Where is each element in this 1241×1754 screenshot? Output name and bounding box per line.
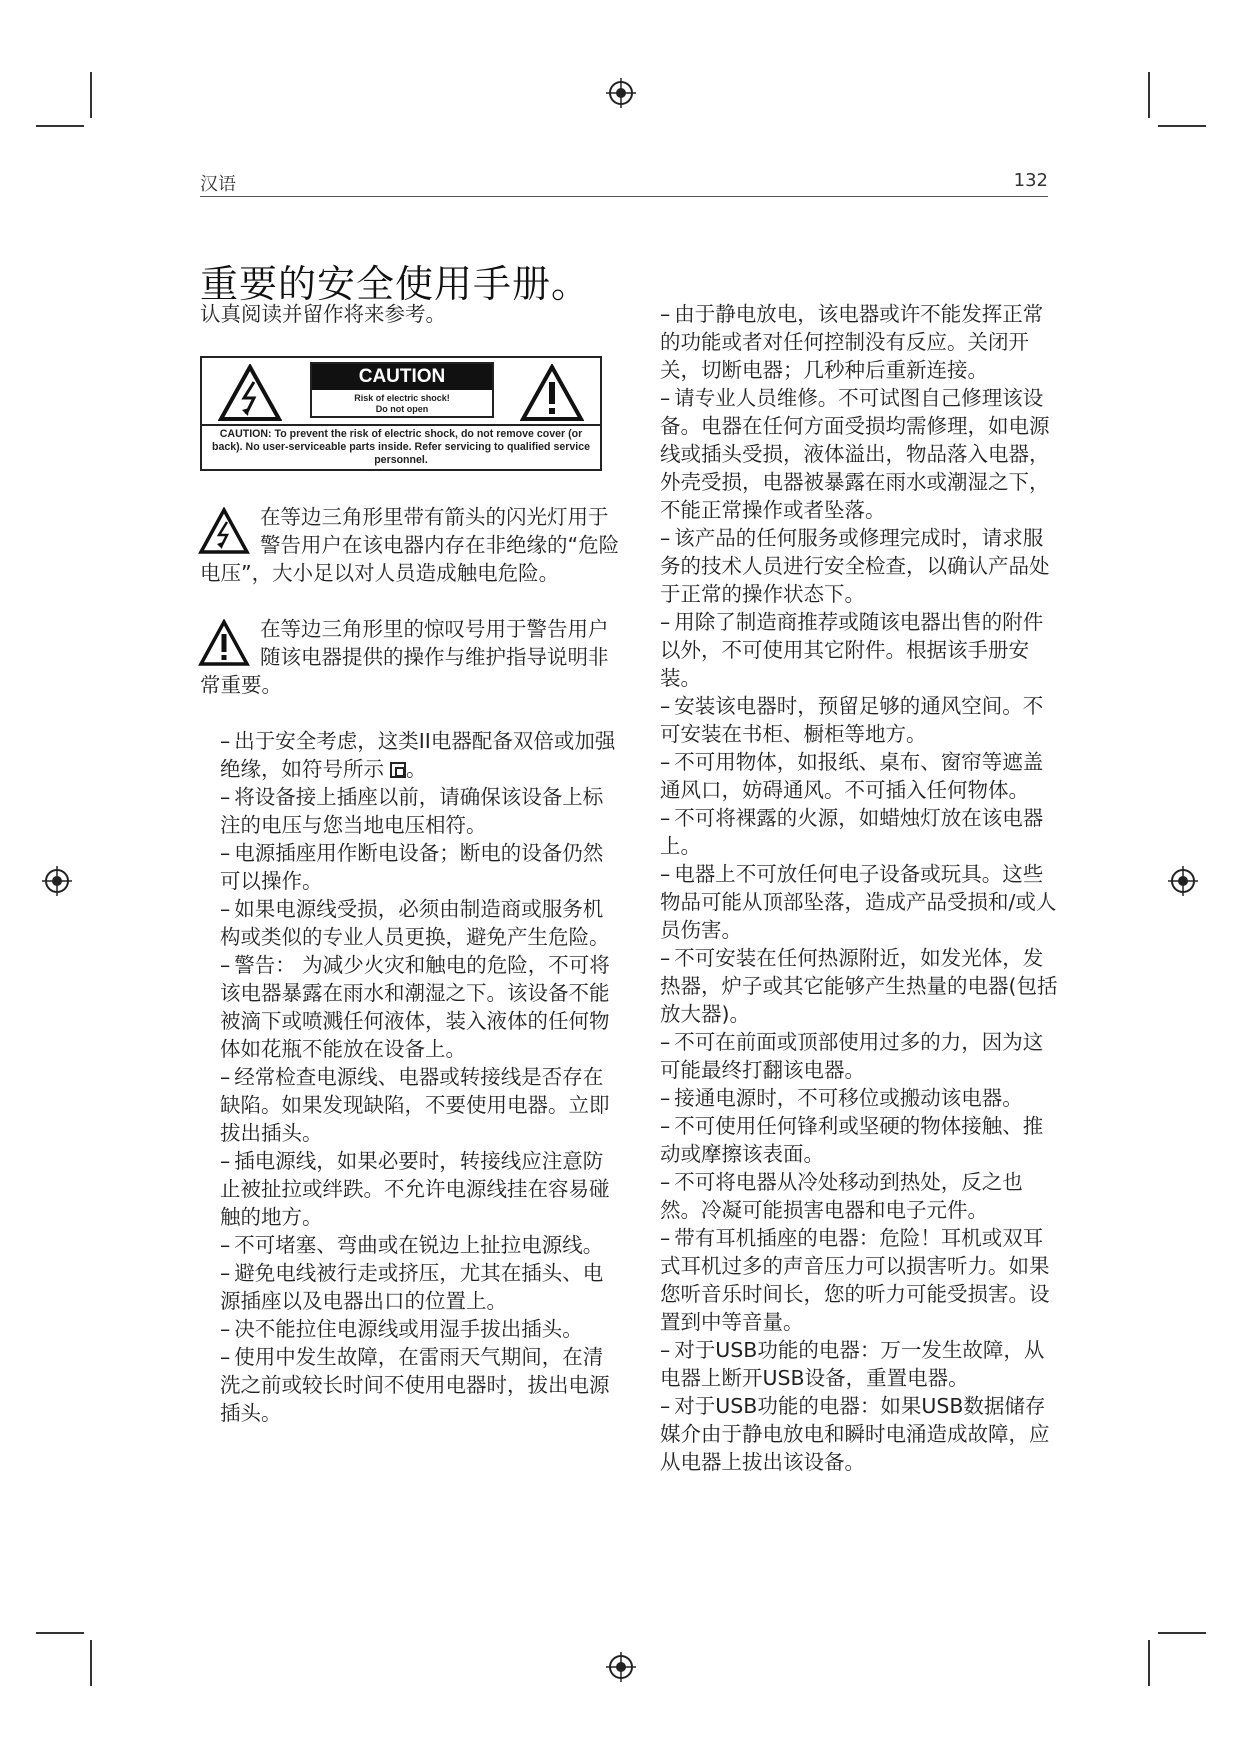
list-item — [220, 1231, 620, 1259]
list-item — [660, 524, 1060, 608]
list-dash: – — [660, 1338, 671, 1362]
list-item — [660, 300, 1060, 384]
list-item — [660, 1336, 1060, 1392]
list-dash: – — [220, 1065, 231, 1089]
lightning-triangle-icon — [218, 364, 282, 422]
list-item-text: 警告： 为减少火灾和触电的危险，不可将该电器暴露在雨水和潮湿之下。该设备不能被滴下或喷溅任何液体，装入液体的任何物体如花瓶不能放在设备上。 — [220, 953, 610, 1061]
list-dash: – — [220, 897, 231, 921]
list-item-text: 如果电源线受损，必须由制造商或服务机构或类似的专业人员更换，避免产生危险。 — [220, 897, 610, 949]
page-title: 重要的安全使用手册。 — [200, 262, 591, 307]
warning-paragraph — [200, 503, 620, 587]
list-item — [660, 384, 1060, 524]
list-item — [220, 839, 620, 895]
left-column — [200, 300, 620, 1427]
list-dash: – — [220, 785, 231, 809]
double-insulation-icon — [390, 762, 406, 778]
list-item — [660, 1224, 1060, 1336]
list-dash: – — [660, 750, 671, 774]
list-dash: – — [660, 1170, 671, 1194]
list-item — [220, 1147, 620, 1231]
caution-divider — [202, 424, 600, 426]
list-item — [660, 692, 1060, 748]
list-item-text: 决不能拉住电源线或用湿手拔出插头。 — [234, 1317, 583, 1341]
list-item-text: 带有耳机插座的电器：危险！耳机或双耳式耳机过多的声音压力可以损害听力。如果您听音乐时间长，您的听力可能受损害。设置到中等音量。 — [660, 1226, 1050, 1334]
list-item-text: 不可将电器从冷处移动到热处，反之也然。冷凝可能损害电器和电子元件。 — [660, 1170, 1023, 1222]
list-item-text: 电源插座用作断电设备；断电的设备仍然可以操作。 — [220, 841, 604, 893]
list-item-text: 避免电线被行走或挤压，尤其在插头、电源插座以及电器出口的位置上。 — [220, 1261, 604, 1313]
list-dash: – — [660, 1114, 671, 1138]
list-item-text: 经常检查电源线、电器或转接线是否存在缺陷。如果发现缺陷，不要使用电器。立即拔出插头。 — [220, 1065, 610, 1145]
list-item-text: 接通电源时，不可移位或搬动该电器。 — [674, 1086, 1023, 1110]
crop-mark — [90, 1640, 92, 1686]
list-dash: – — [660, 1030, 671, 1054]
list-item-end: 。 — [406, 757, 427, 781]
list-item-text: 用除了制造商推荐或随该电器出售的附件以外，不可使用其它附件。根据该手册安装。 — [660, 610, 1044, 690]
caution-label — [200, 356, 602, 471]
list-item — [220, 1315, 620, 1343]
list-item-text: 电器上不可放任何电子设备或玩具。这些物品可能从顶部坠落，造成产品受损和/或人员伤害。 — [660, 862, 1057, 942]
intro-text: 认真阅读并留作将来参考。 — [200, 302, 446, 326]
list-item — [220, 895, 620, 951]
crop-mark — [90, 72, 92, 118]
list-item — [660, 608, 1060, 692]
list-item — [220, 1343, 620, 1427]
right-column — [660, 300, 1060, 1476]
crop-mark — [1148, 1640, 1150, 1686]
list-item-text: 出于安全考虑，这类II电器配备双倍或加强绝缘，如符号所示 — [220, 729, 616, 781]
list-dash: – — [660, 526, 671, 550]
list-item — [660, 1168, 1060, 1224]
crop-mark — [36, 125, 84, 127]
caution-badge — [310, 362, 494, 418]
list-dash: – — [660, 302, 671, 326]
list-item-text: 将设备接上插座以前，请确保该设备上标注的电压与您当地电压相符。 — [220, 785, 604, 837]
caution-subtitle — [312, 390, 492, 415]
page-number: 132 — [1013, 170, 1048, 191]
list-item-text: 不可堵塞、弯曲或在锐边上扯拉电源线。 — [234, 1233, 604, 1257]
list-item-text: 插电源线，如果必要时，转接线应注意防止被扯拉或绊跌。不允许电源线挂在容易碰触的地方。 — [220, 1149, 610, 1229]
crop-mark — [1158, 1632, 1206, 1634]
list-item-text: 对于USB功能的电器：万一发生故障，从电器上断开USB设备，重置电器。 — [660, 1338, 1045, 1390]
registration-mark-icon — [1168, 866, 1198, 896]
list-item — [660, 804, 1060, 860]
list-item — [660, 944, 1060, 1028]
list-item-text: 不可将裸露的火源，如蜡烛灯放在该电器上。 — [660, 806, 1044, 858]
list-dash: – — [660, 946, 671, 970]
caution-sub-line: Risk of electric shock! — [354, 393, 450, 403]
exclamation-triangle-icon — [520, 364, 584, 422]
list-dash: – — [220, 953, 231, 977]
caution-warning-text: CAUTION: To prevent the risk of electric shock, do not remove cover (or back). No user-serviceable parts inside. Refer servicing to qualified service personnel. — [212, 428, 590, 466]
list-dash: – — [220, 729, 231, 753]
list-item — [220, 727, 620, 783]
warning-paragraph — [200, 615, 620, 699]
registration-mark-icon — [606, 1652, 636, 1682]
list-dash: – — [220, 1261, 231, 1285]
list-dash: – — [220, 1317, 231, 1341]
list-dash: – — [220, 1149, 231, 1173]
list-item-text: 不可使用任何锋利或坚硬的物体接触、推动或摩擦该表面。 — [660, 1114, 1044, 1166]
list-item — [660, 1084, 1060, 1112]
warning-text: 在等边三角形里的惊叹号用于警告用户随该电器提供的操作与维护指导说明非常重要。 — [200, 617, 609, 697]
caution-sub-line: Do not open — [375, 404, 429, 414]
list-dash: – — [660, 386, 671, 410]
list-item — [660, 860, 1060, 944]
list-item-text: 该产品的任何服务或修理完成时，请求服务的技术人员进行安全检查，以确认产品处于正常的操作状态下。 — [660, 526, 1050, 606]
list-dash: – — [220, 1233, 231, 1257]
list-dash: – — [220, 1345, 231, 1369]
list-dash: – — [660, 610, 671, 634]
list-dash: – — [660, 862, 671, 886]
list-dash: – — [660, 1086, 671, 1110]
exclamation-triangle-icon — [198, 619, 250, 667]
list-item — [220, 1259, 620, 1315]
header-divider — [200, 196, 1048, 197]
list-dash: – — [220, 841, 231, 865]
list-item-text: 使用中发生故障，在雷雨天气期间，在清洗之前或较长时间不使用电器时，拔出电源插头。 — [220, 1345, 610, 1425]
registration-mark-icon — [42, 866, 72, 896]
crop-mark — [1148, 72, 1150, 118]
list-item-text: 对于USB功能的电器：如果USB数据储存媒介由于静电放电和瞬时电涌造成故障，应从电器上拔出该设备。 — [660, 1394, 1050, 1474]
list-item — [660, 1028, 1060, 1084]
list-item — [220, 1063, 620, 1147]
list-item — [220, 783, 620, 839]
list-dash: – — [660, 1226, 671, 1250]
list-item-text: 不可在前面或顶部使用过多的力，因为这可能最终打翻该电器。 — [660, 1030, 1044, 1082]
left-item-list — [200, 727, 620, 1427]
lightning-triangle-icon — [198, 507, 250, 555]
crop-mark — [36, 1632, 84, 1634]
caution-title: CAUTION — [312, 364, 492, 390]
list-dash: – — [660, 1394, 671, 1418]
registration-mark-icon — [606, 78, 636, 108]
list-dash: – — [660, 806, 671, 830]
crop-mark — [1158, 125, 1206, 127]
list-item-text: 安装该电器时，预留足够的通风空间。不可安装在书柜、橱柜等地方。 — [660, 694, 1044, 746]
list-item — [660, 748, 1060, 804]
list-item — [220, 951, 620, 1063]
warning-text: 在等边三角形里带有箭头的闪光灯用于警告用户在该电器内存在非绝缘的“危险电压”，大小足以对人员造成触电危险。 — [200, 505, 620, 585]
list-item-text: 由于静电放电，该电器或许不能发挥正常的功能或者对任何控制没有反应。关闭开关，切断电器；几秒种后重新连接。 — [660, 302, 1044, 382]
list-dash: – — [660, 694, 671, 718]
list-item-text: 不可安装在任何热源附近，如发光体，发热器，炉子或其它能够产生热量的电器(包括放大器)。 — [660, 946, 1058, 1026]
list-item — [660, 1392, 1060, 1476]
header-language: 汉语 — [200, 174, 236, 195]
list-item — [660, 1112, 1060, 1168]
list-item-text: 请专业人员维修。不可试图自己修理该设备。电器在任何方面受损均需修理，如电源线或插头受损，液体溢出，物品落入电器，外壳受损，电器被暴露在雨水或潮湿之下，不能正常操作或者坠落。 — [660, 386, 1050, 522]
list-item-text: 不可用物体，如报纸、桌布、窗帘等遮盖通风口，妨碍通风。不可插入任何物体。 — [660, 750, 1044, 802]
